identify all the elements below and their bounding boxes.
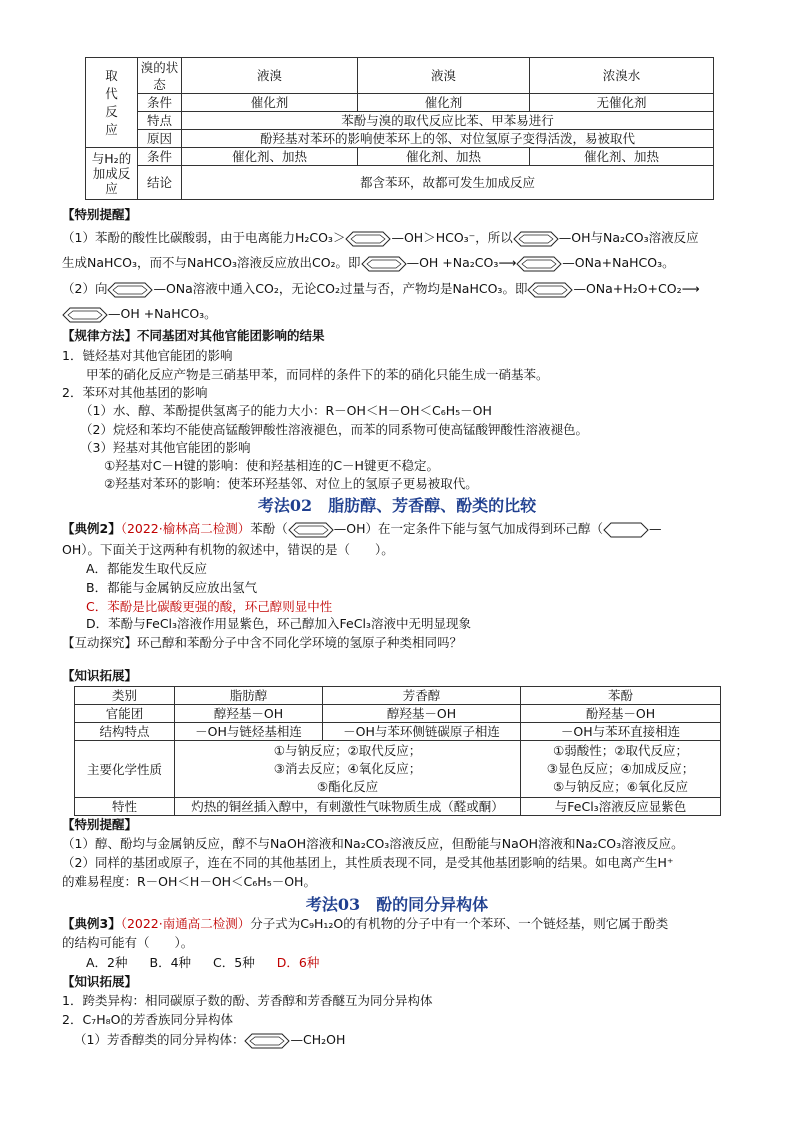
method-line: 1．链烃基对其他官能团的影响 [62,348,233,363]
cell: 液溴 [358,58,530,94]
tip-line: （1）醇、酚均与金属钠反应，醇不与NaOH溶液和Na₂CO₃溶液反应，但酚能与NaOH溶液和Na₂CO₃溶液反应。 [62,836,684,851]
example-line: 的结构可能有（ ）。 [62,935,194,950]
benzene-ring-icon [361,256,407,272]
cell: 液溴 [182,58,358,94]
example-line: OH）。下面关于这两种有机物的叙述中，错误的是（ ）。 [62,542,394,557]
text: 【规律方法】 [62,328,138,343]
text: —OH＞HCO₃⁻，所以 [391,230,513,245]
method-line: ②羟基对苯环的影响：使苯环羟基邻、对位上的氢原子更易被取代。 [104,476,478,491]
benzene-ring-icon [107,282,153,298]
cell: 催化剂 [358,94,530,112]
text: 分子式为C₉H₁₂O的有机物的分子中有一个苯环、一个链烃基，则它属于酚类 [250,916,669,931]
addition-group-label: 与H₂的加成反应 [86,148,138,200]
cell: －OH与苯环直接相连 [521,723,721,741]
option-a: A．都能发生取代反应 [86,561,208,576]
method-heading [62,326,325,346]
tip-line [62,228,699,248]
cell: 酚羟基－OH [521,705,721,723]
benzene-ring-icon [288,522,334,538]
cell: 主要化学性质 [75,741,175,798]
cell: 结构特点 [75,723,175,741]
text: —CH₂OH [290,1032,346,1047]
option-d: D．苯酚与FeCl₃溶液作用显紫色，环己醇加入FeCl₃溶液中无明显现象 [86,616,471,631]
cell: 特性 [75,798,175,816]
cell [521,741,721,798]
example-tag: 【典例3】 [62,916,121,931]
tip-line [62,304,217,324]
cell: 灼热的铜丝插入醇中，有刺激性气味物质生成（醛或酮） [175,798,521,816]
method-line: （2）烷烃和苯均不能使高锰酸钾酸性溶液褪色，而苯的同系物可使高锰酸钾酸性溶液褪色。 [80,422,588,437]
cell: 酚羟基对苯环的影响使苯环上的邻、对位氢原子变得活泼，易被取代 [182,130,714,148]
interactive-explore: 【互动探究】环己醇和苯酚分子中含不同化学环境的氢原子种类相同吗？ [62,635,463,650]
text: （1）芳香醇类的同分异构体： [74,1032,245,1047]
option-b: B．4种 [149,955,192,970]
row-label: 溴的状态 [138,58,182,94]
text: ⑤酯化反应 [316,779,379,794]
tip-line [62,253,675,273]
option-b: B．都能与金属钠反应放出氢气 [86,580,258,595]
text: —OH）在一定条件下能与氢气加成得到环己醇（ [333,521,604,536]
ext-line [74,1030,345,1050]
options-row [86,953,319,973]
header-cell: 类别 [75,687,175,705]
text: （2）向 [62,281,108,296]
ext-line: 2．C₇H₈O的芳香族同分异构体 [62,1012,233,1027]
cell: 催化剂、加热 [358,148,530,166]
benzene-ring-icon [516,256,562,272]
cell [175,741,521,798]
benzene-ring-icon [527,282,573,298]
option-c: C．5种 [213,955,255,970]
header-cell: 脂肪醇 [175,687,323,705]
cell: 都含苯环，故都可发生加成反应 [182,166,714,200]
section-title: 考法03 酚的同分异构体 [305,895,489,914]
cell: 与FeCl₃溶液反应显紫色 [521,798,721,816]
example-line [62,914,668,934]
text: ①与钠反应；②取代反应； [273,743,422,758]
option-a: A．2种 [86,955,128,970]
method-line: （1）水、醇、苯酚提供氢离子的能力大小：R－OH＜H－OH＜C₆H₅－OH [80,403,492,418]
tip-heading: 【特别提醒】 [62,817,138,832]
method-line: 甲苯的硝化反应产物是三硝基甲苯，而同样的条件下的苯的硝化只能生成一硝基苯。 [86,367,549,382]
option-d: D．6种 [276,955,320,970]
row-label: 条件 [138,94,182,112]
method-line: 2．苯环对其他基团的影响 [62,385,208,400]
cell: 官能团 [75,705,175,723]
example-line [62,519,662,539]
benzene-ring-icon [513,231,559,247]
cell: 浓溴水 [530,58,714,94]
tip-line: 的难易程度：R－OH＜H－OH＜C₆H₅－OH。 [62,874,316,889]
knowledge-heading: 【知识拓展】 [62,974,138,989]
row-label: 原因 [138,130,182,148]
text: —OH与Na₂CO₃溶液反应 [558,230,699,245]
text: —OH +Na₂CO₃⟶ [406,255,517,270]
text: —OH +NaHCO₃。 [108,306,217,321]
method-line: （3）羟基对其他官能团的影响 [80,440,251,455]
example-tag: 【典例2】 [62,521,121,536]
cell: 醇羟基－OH [175,705,323,723]
text: 生成NaHCO₃，而不与NaHCO₃溶液反应放出CO₂。即 [62,255,361,270]
benzene-ring-icon [62,307,108,323]
text: （1）苯酚的酸性比碳酸弱，由于电离能力H₂CO₃＞ [62,230,346,245]
row-label: 条件 [138,148,182,166]
tip-line [62,279,700,299]
text: 苯酚（ [250,521,288,536]
cell: 苯酚与溴的取代反应比苯、甲苯易进行 [182,112,714,130]
cell: 催化剂、加热 [182,148,358,166]
text: ③消去反应；④氧化反应； [273,761,422,776]
substitution-group-label: 取代反应 [86,58,138,148]
example-source: （2022·南通高二检测） [120,916,251,931]
header-cell: 苯酚 [521,687,721,705]
cyclohexane-ring-icon [603,522,649,538]
text: ⑤与钠反应；⑥氧化反应 [553,779,688,794]
benzene-ring-icon [244,1033,290,1049]
text: ①弱酸性；②取代反应； [553,743,688,758]
row-label: 结论 [138,166,182,200]
text: —ONa+NaHCO₃。 [562,255,675,270]
example-source: （2022·榆林高二检测） [120,521,251,536]
text: 不同基团对其他官能团影响的结果 [137,328,325,343]
alcohol-phenol-comparison-table [74,686,721,816]
benzene-ring-icon [345,231,391,247]
knowledge-heading: 【知识拓展】 [62,668,138,683]
cell: 醇羟基－OH [323,705,521,723]
cell: 催化剂、加热 [530,148,714,166]
cell: 无催化剂 [530,94,714,112]
method-line: ①羟基对C－H键的影响：使和羟基相连的C－H键更不稳定。 [104,458,439,473]
cell: －OH与苯环侧链碳原子相连 [323,723,521,741]
text: —ONa溶液中通入CO₂，无论CO₂过量与否，产物均是NaHCO₃。即 [153,281,528,296]
row-label: 特点 [138,112,182,130]
cell: 催化剂 [182,94,358,112]
cell: －OH与链烃基相连 [175,723,323,741]
header-cell: 芳香醇 [323,687,521,705]
reaction-comparison-table [85,57,714,200]
option-c: C．苯酚是比碳酸更强的酸，环己醇则显中性 [86,599,333,614]
ext-line: 1．跨类异构：相同碳原子数的酚、芳香醇和芳香醚互为同分异构体 [62,993,433,1008]
text: ③显色反应；④加成反应； [546,761,695,776]
tip-line: （2）同样的基团或原子，连在不同的其他基团上，其性质表现不同，是受其他基团影响的结果。如电离产生H⁺ [62,855,674,870]
section-title: 考法02 脂肪醇、芳香醇、酚类的比较 [257,496,537,515]
text: — [649,521,662,536]
text: —ONa+H₂O+CO₂⟶ [573,281,700,296]
tip-heading: 【特别提醒】 [62,207,138,222]
